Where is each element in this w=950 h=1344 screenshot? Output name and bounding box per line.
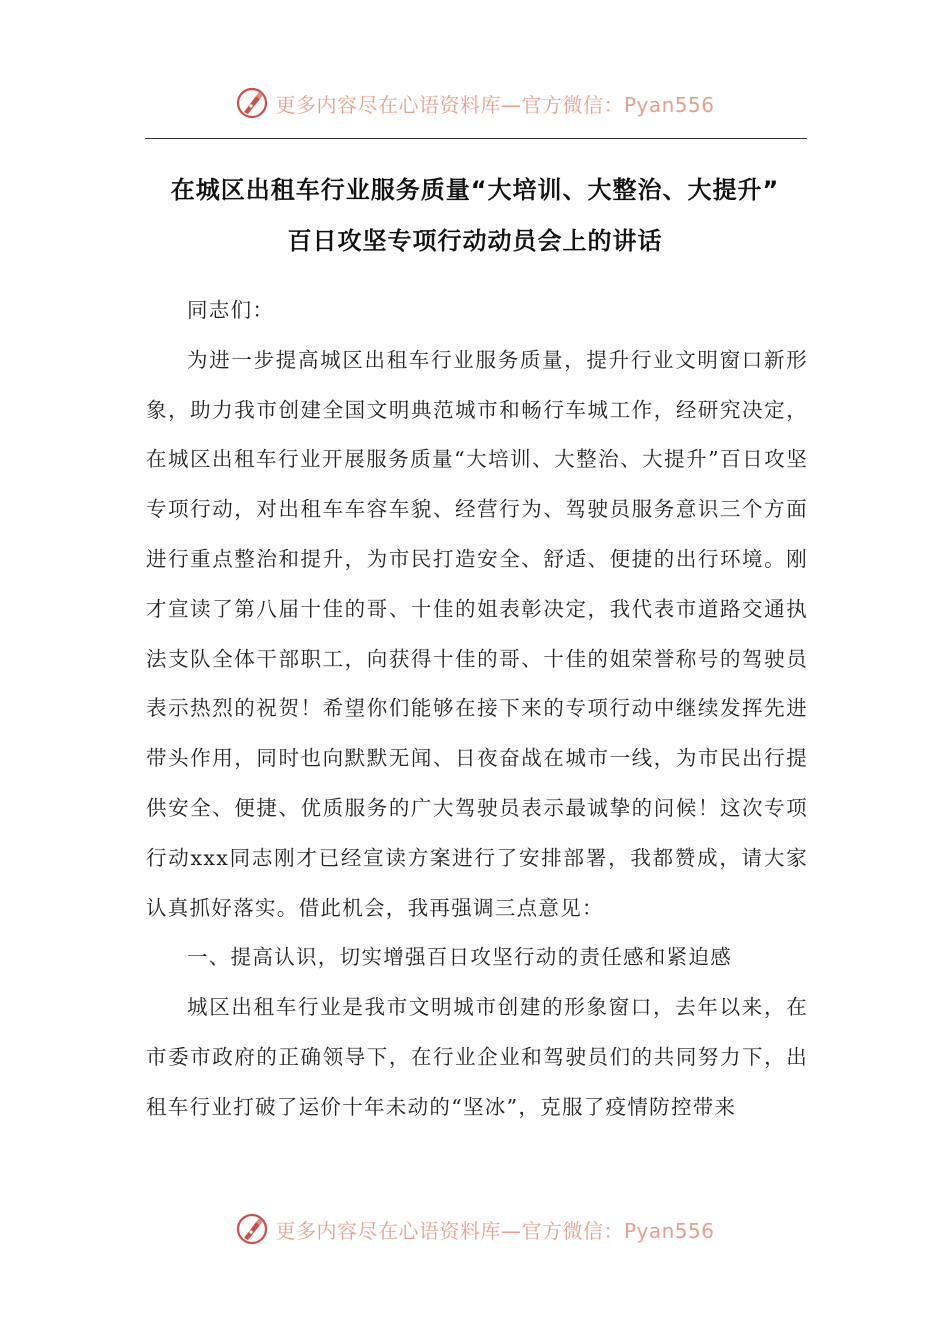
document-body	[146, 286, 808, 1133]
header-watermark	[0, 86, 950, 120]
footer-watermark	[0, 1212, 950, 1246]
salutation: 同志们：	[187, 298, 275, 322]
pen-nib-logo-icon	[235, 86, 269, 120]
document-title-line2: 百日攻坚专项行动动员会上的讲话	[287, 227, 663, 255]
watermark-text: 更多内容尽在心语资料库—官方微信：Pyan556	[275, 92, 715, 117]
paragraph-1: 为进一步提高城区出租车行业服务质量，提升行业文明窗口新形象，助力我市创建全国文明典范城市和畅行车城工作，经研究决定，在城区出租车行业开展服务质量“大培训、大整治、大提升”百日攻坚专项行动，对出租车车容车貌、经营行为、驾驶员服务意识三个方面进行重点整治和提升，为市民打造安全、舒适、便捷的出行环境。刚才宣读了第八届十佳的哥、十佳的姐表彰决定，我代表市道路交通执法支队全体干部职工，向获得十佳的哥、十佳的姐荣誉称号的驾驶员表示热烈的祝贺！希望你们能够在接下来的专项行动中继续发挥先进带头作用，同时也向默默无闻、日夜奋战在城市一线，为市民出行提供安全、便捷、优质服务的广大驾驶员表示最诚挚的问候！这次专项行动xxx同志刚才已经宣读方案进行了安排部署，我都赞成，请大家认真抓好落实。借此机会，我再强调三点意见：	[146, 347, 808, 920]
section-1-heading: 一、提高认识，切实增强百日攻坚行动的责任感和紧迫感	[187, 945, 732, 970]
watermark-text: 更多内容尽在心语资料库—官方微信：Pyan556	[275, 1218, 715, 1243]
paragraph-2: 城区出租车行业是我市文明城市创建的形象窗口，去年以来，在市委市政府的正确领导下，在行业企业和驾驶员们的共同努力下，出租车行业打破了运价十年未动的“坚冰”，克服了疫情防控带来	[146, 995, 808, 1119]
header-rule	[145, 138, 807, 139]
document-title-line1: 在城区出租车行业服务质量“大培训、大整治、大提升”	[170, 176, 780, 204]
pen-nib-logo-icon	[235, 1212, 269, 1246]
